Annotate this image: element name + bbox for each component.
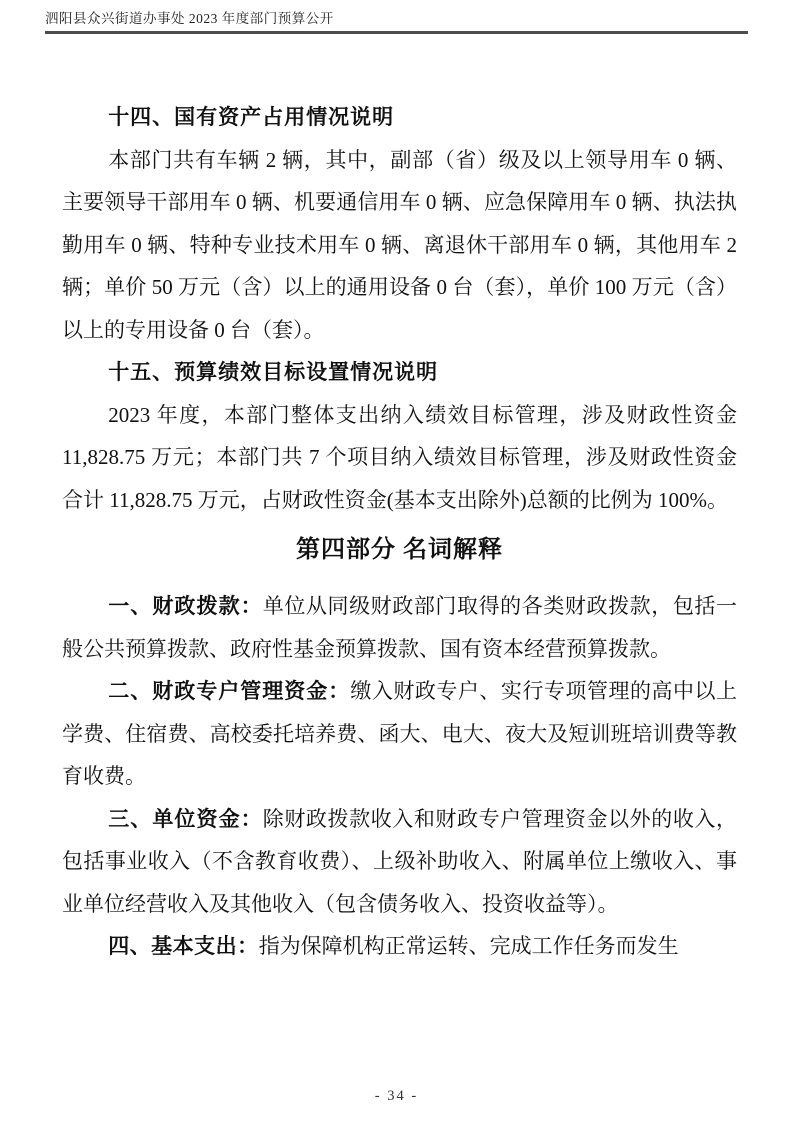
page-header-title: 泗阳县众兴街道办事处 2023 年度部门预算公开 bbox=[45, 10, 748, 34]
section-paragraph-state-assets: 本部门共有车辆 2 辆，其中，副部（省）级及以上领导用车 0 辆、主要领导干部用车 0 辆、机要通信用车 0 辆、应急保障用车 0 辆、执法执勤用车 0 辆、特种专业技术用车 0 辆、离退休干部用车 0 辆，其他用车 2 辆；单价 50 万元（含）以上的通用设备 0 台（套），单价 100 万元（含）以上的专用设备 0 台（套）。 bbox=[62, 147, 737, 342]
document-body bbox=[62, 96, 737, 968]
section-heading-state-assets: 十四、国有资产占用情况说明 bbox=[108, 105, 395, 129]
definition-text: 指为保障机构正常运转、完成工作任务而发生 bbox=[258, 934, 679, 958]
definition-term: 四、基本支出： bbox=[108, 934, 259, 958]
definition-text: 除财政拨款收入和财政专户管理资金以外的收入，包括事业收入（不含教育收费）、上级补助收入、附属单位上缴收入、事业单位经营收入及其他收入（包含债务收入、投资收益等）。 bbox=[62, 806, 737, 916]
section-heading-performance-targets: 十五、预算绩效目标设置情况说明 bbox=[108, 360, 439, 384]
definition-term: 一、财政拨款： bbox=[108, 594, 263, 618]
part-title-glossary: 第四部分 名词解释 bbox=[296, 537, 503, 563]
definition-basic-expenditure bbox=[62, 925, 737, 968]
page-number: - 34 - bbox=[374, 1088, 419, 1104]
definition-fiscal-special-account bbox=[62, 670, 737, 798]
definition-text: 单位从同级财政部门取得的各类财政拨款，包括一般公共预算拨款、政府性基金预算拨款、国有资本经营预算拨款。 bbox=[62, 594, 737, 661]
section-paragraph-performance-targets: 2023 年度，本部门整体支出纳入绩效目标管理，涉及财政性资金 11,828.75 万元；本部门共 7 个项目纳入绩效目标管理，涉及财政性资金合计 11,828.75 万元，占财政性资金(基本支出除外)总额的比例为 100%。 bbox=[62, 402, 737, 512]
definition-text: 缴入财政专户、实行专项管理的高中以上学费、住宿费、高校委托培养费、函大、电大、夜大及短训班培训费等教育收费。 bbox=[62, 679, 738, 788]
definition-term: 三、单位资金： bbox=[108, 806, 263, 831]
definition-term: 二、财政专户管理资金： bbox=[108, 679, 351, 703]
definition-fiscal-appropriation bbox=[62, 585, 737, 670]
definition-unit-funds bbox=[62, 798, 737, 926]
